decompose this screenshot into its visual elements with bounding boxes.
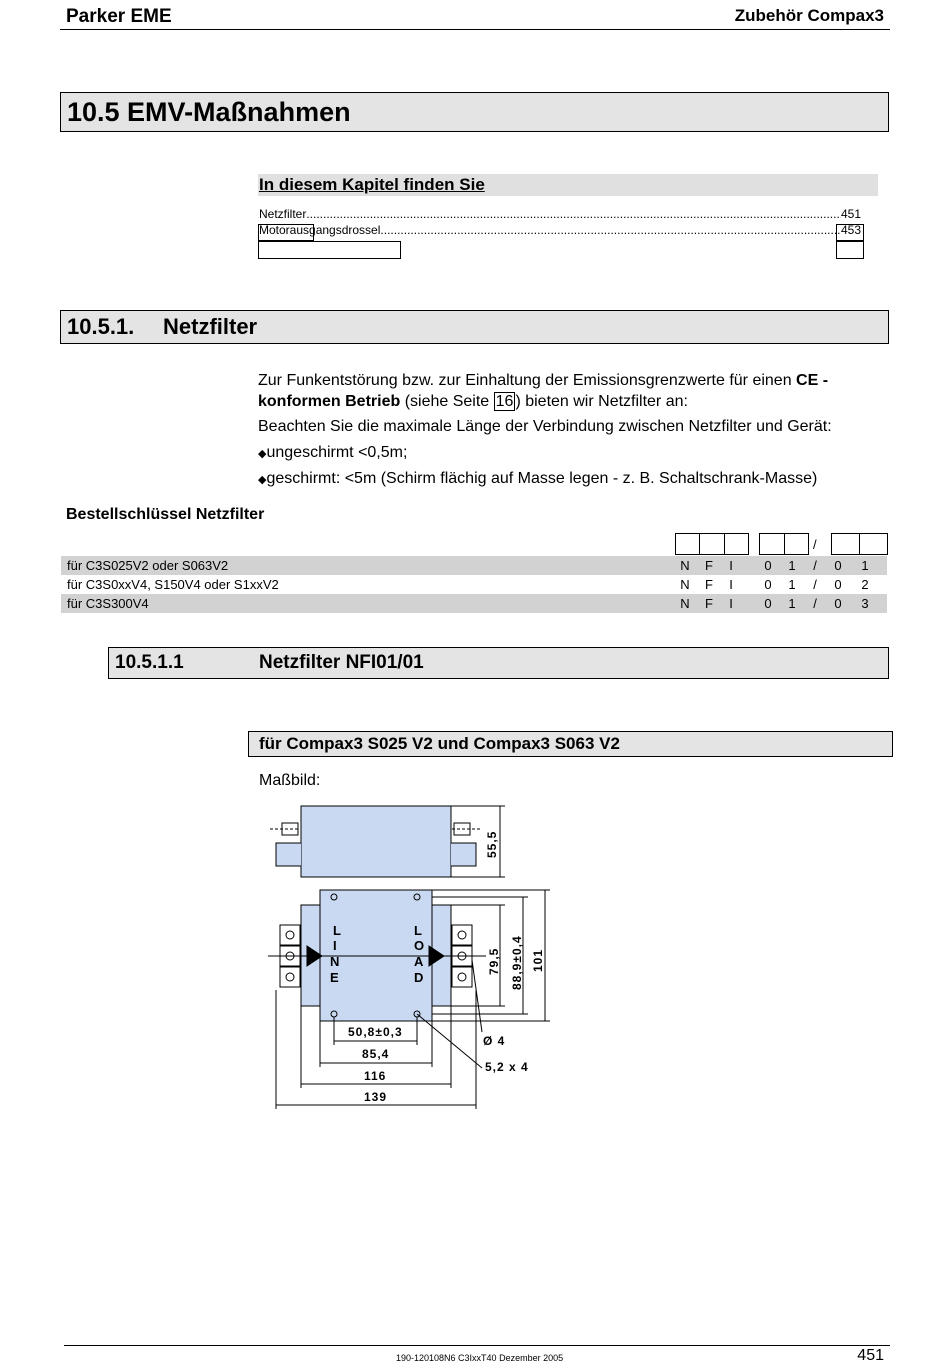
toc-entry-page: 451 [840, 207, 861, 221]
dim-50-8: 50,8±0,3 [348, 1025, 403, 1039]
order-key-code: 0 [834, 558, 842, 573]
order-key-title: Bestellschlüssel Netzfilter [66, 506, 265, 523]
toc-title: In diesem Kapitel finden Sie [259, 175, 485, 194]
length-note: Beachten Sie die maximale Länge der Verbindung zwischen Netzfilter und Gerät: [258, 418, 832, 435]
order-key-slash: / [813, 537, 817, 552]
intro-text: ) bieten wir Netzfilter an: [515, 393, 688, 410]
order-key-code: F [705, 596, 713, 611]
order-key-code: / [813, 577, 817, 592]
line-letter: N [330, 954, 340, 969]
order-key-code: / [813, 596, 817, 611]
dim-55-5: 55,5 [485, 830, 499, 858]
subsubsection-title: Netzfilter NFI01/01 [259, 652, 424, 673]
intro-text: (siehe Seite [400, 393, 494, 410]
load-letter: D [414, 970, 424, 985]
order-key-code: 0 [764, 558, 772, 573]
subsection-number: 10.5.1. [67, 314, 135, 339]
order-key-code: 2 [861, 577, 869, 592]
line-letter: I [333, 938, 337, 953]
order-key-code: 0 [834, 577, 842, 592]
dim-139: 139 [364, 1090, 388, 1104]
footer-page-number: 451 [857, 1347, 884, 1364]
intro-text: Zur Funkentstörung bzw. zur Einhaltung der Emissionsgrenzwerte für einen [258, 372, 797, 389]
order-key-row-label: für C3S300V4 [67, 596, 149, 611]
order-key-code: N [680, 596, 690, 611]
dim-slot: 5,2 x 4 [485, 1060, 529, 1074]
subsection-title: Netzfilter [163, 314, 258, 339]
variant-title: für Compax3 S025 V2 und Compax3 S063 V2 [259, 734, 620, 753]
order-key-code: 1 [788, 558, 796, 573]
left-foot [276, 843, 301, 866]
page-reference-link[interactable]: 16 [495, 393, 514, 410]
order-key-code: 1 [861, 558, 869, 573]
order-key-code: I [729, 558, 733, 573]
dim-88-9: 88,9±0,4 [510, 935, 524, 990]
footer-rule [64, 1345, 890, 1346]
order-key-code: 0 [764, 577, 772, 592]
bullet-icon: ◆ [258, 448, 267, 460]
order-key-code: 3 [861, 596, 869, 611]
dim-116: 116 [364, 1069, 387, 1083]
load-letter: O [414, 938, 425, 953]
subsubsection-number: 10.5.1.1 [115, 652, 184, 673]
order-key-code: I [729, 577, 733, 592]
order-key-code: F [705, 577, 713, 592]
toc-entry-label: Motorausgangsdrossel [259, 223, 381, 237]
footer-document-code: 190-120108N6 C3IxxT40 Dezember 2005 [396, 1353, 564, 1363]
header-chapter: Zubehör Compax3 [734, 6, 884, 25]
load-letter: A [414, 954, 424, 969]
line-letter: E [330, 970, 339, 985]
toc-entry-page: 453 [840, 223, 861, 237]
order-key-code: 1 [788, 596, 796, 611]
dim-hole-diameter: Ø 4 [483, 1034, 506, 1048]
order-key-code: / [813, 558, 817, 573]
order-key-code: 1 [788, 577, 796, 592]
intro-bold: CE - konformen Betrieb [258, 372, 829, 410]
dim-101: 101 [531, 948, 545, 972]
order-key-code: 0 [834, 596, 842, 611]
load-letter: L [414, 923, 422, 938]
filter-side-view [301, 806, 451, 877]
order-key-code: N [680, 558, 690, 573]
drawing-caption: Maßbild: [259, 772, 321, 789]
order-key-code: F [705, 558, 713, 573]
order-key-code: 0 [764, 596, 772, 611]
right-foot [451, 843, 476, 866]
order-key-code: N [680, 577, 690, 592]
dim-79-5: 79,5 [487, 947, 501, 975]
bullet-text: geschirmt: <5m (Schirm flächig auf Masse legen - z. B. Schaltschrank-Masse) [266, 470, 818, 487]
line-letter: L [333, 923, 341, 938]
order-key-code: I [729, 596, 733, 611]
order-key-row-label: für C3S0xxV4, S150V4 oder S1xxV2 [67, 577, 279, 592]
order-key-row-label: für C3S025V2 oder S063V2 [67, 558, 229, 573]
dim-85-4: 85,4 [362, 1047, 390, 1061]
section-title: 10.5 EMV-Maßnahmen [67, 97, 351, 127]
bullet-icon: ◆ [258, 474, 267, 486]
bullet-text: ungeschirmt <0,5m; [266, 444, 408, 461]
header-company: Parker EME [66, 6, 172, 27]
toc-entry-label: Netzfilter [259, 207, 307, 221]
